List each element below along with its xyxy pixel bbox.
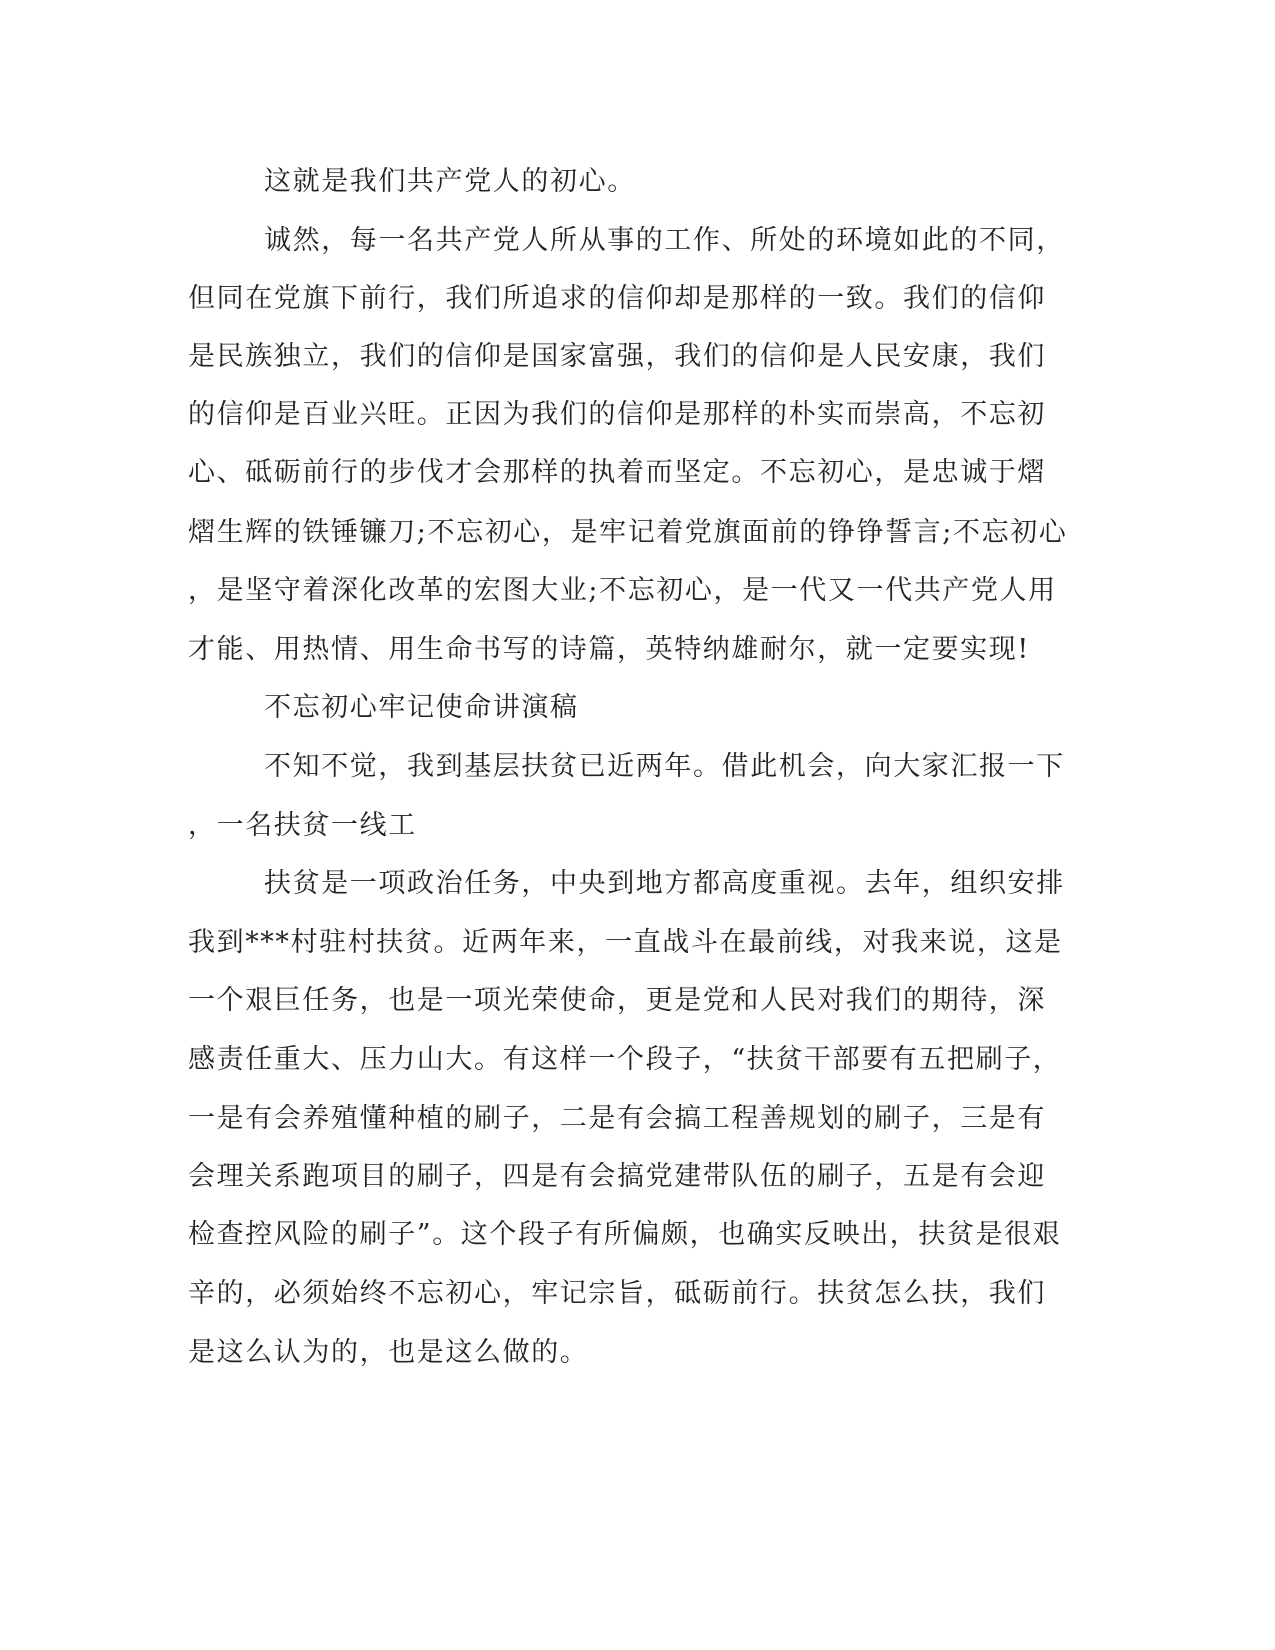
paragraph-line: 辛的，必须始终不忘初心，牢记宗旨，砥砺前行。扶贫怎么扶，我们 bbox=[188, 1278, 1046, 1309]
paragraph-line: ，是坚守着深化改革的宏图大业;不忘初心，是一代又一代共产党人用 bbox=[188, 575, 1057, 606]
paragraph-line: 扶贫是一项政治任务，中央到地方都高度重视。去年，组织安排 bbox=[264, 868, 1065, 899]
paragraph-line: 但同在党旗下前行，我们所追求的信仰却是那样的一致。我们的信仰 bbox=[188, 283, 1046, 314]
paragraph-line: 是民族独立，我们的信仰是国家富强，我们的信仰是人民安康，我们 bbox=[188, 341, 1046, 372]
paragraph-line: ，一名扶贫一线工 bbox=[188, 810, 417, 841]
paragraph-line: 会理关系跑项目的刷子，四是有会搞党建带队伍的刷子，五是有会迎 bbox=[188, 1161, 1046, 1192]
paragraph-line: 一个艰巨任务，也是一项光荣使命，更是党和人民对我们的期待，深 bbox=[188, 985, 1046, 1016]
paragraph-line: 不知不觉，我到基层扶贫已近两年。借此机会，向大家汇报一下 bbox=[264, 751, 1065, 782]
paragraph-line: 一是有会养殖懂种植的刷子，二是有会搞工程善规划的刷子，三是有 bbox=[188, 1103, 1046, 1134]
paragraph-line: 才能、用热情、用生命书写的诗篇，英特纳雄耐尔，就一定要实现! bbox=[188, 634, 1030, 665]
paragraph-line: 熠生辉的铁锤镰刀;不忘初心，是牢记着党旗面前的铮铮誓言;不忘初心 bbox=[188, 517, 1068, 548]
paragraph-line: 这就是我们共产党人的初心。 bbox=[264, 166, 636, 197]
paragraph-line: 心、砥砺前行的步伐才会那样的执着而坚定。不忘初心，是忠诚于熠 bbox=[188, 457, 1046, 488]
paragraph-line: 是这么认为的，也是这么做的。 bbox=[188, 1337, 589, 1368]
paragraph-line: 我到***村驻村扶贫。近两年来，一直战斗在最前线，对我来说，这是 bbox=[188, 927, 1063, 958]
paragraph-line: 诚然，每一名共产党人所从事的工作、所处的环境如此的不同， bbox=[264, 225, 1065, 256]
paragraph-line: 检查控风险的刷子”。这个段子有所偏颇，也确实反映出，扶贫是很艰 bbox=[188, 1219, 1062, 1250]
paragraph-line: 感责任重大、压力山大。有这样一个段子，“扶贫干部要有五把刷子， bbox=[188, 1044, 1062, 1075]
paragraph-line: 的信仰是百业兴旺。正因为我们的信仰是那样的朴实而崇高，不忘初 bbox=[188, 399, 1046, 430]
section-heading: 不忘初心牢记使命讲演稿 bbox=[264, 692, 579, 723]
